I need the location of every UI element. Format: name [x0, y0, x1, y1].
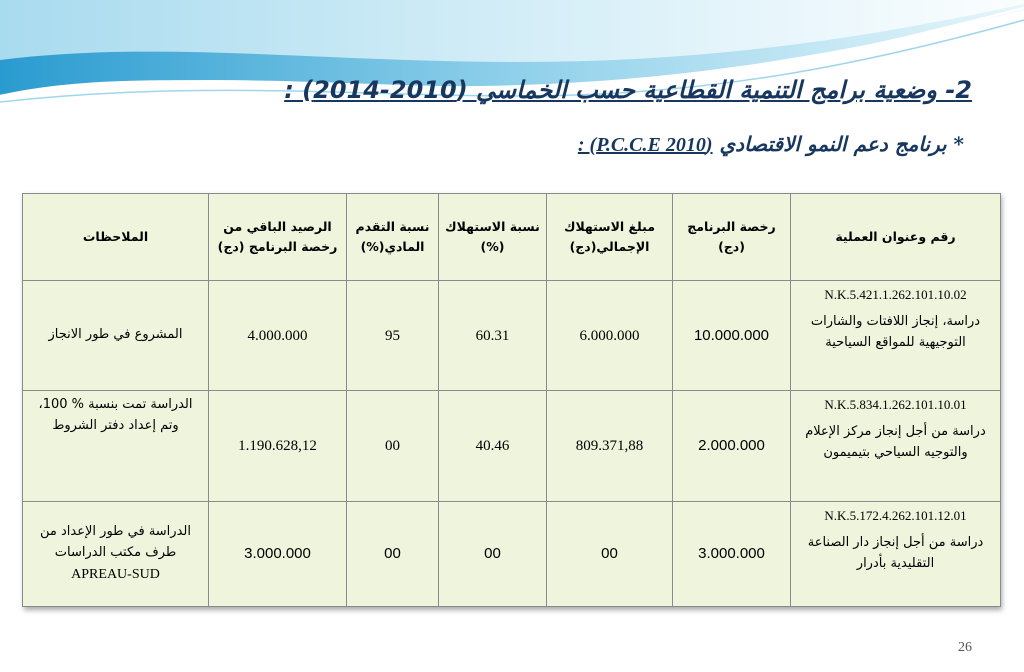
- header-consumption-rate-unit: (%): [480, 239, 505, 254]
- operation-code: N.K.5.172.4.262.101.12.01: [824, 508, 967, 523]
- operation-title: دراسة من أجل إنجاز مركز الإعلام والتوجيه السياحي بتيميمون: [805, 423, 986, 460]
- subtitle-arabic: * برنامج دعم النمو الاقتصادي: [719, 132, 964, 156]
- header-consumption-rate-label: نسبة الاستهلاك: [445, 219, 540, 234]
- cell-program-license: 3.000.000: [673, 502, 791, 607]
- cell-physical-progress: 00: [347, 502, 439, 607]
- subtitle-latin: (P.C.C.E 2010) :: [577, 134, 713, 156]
- notes-office-name: APREAU-SUD: [71, 566, 160, 582]
- cell-operation: [791, 281, 1001, 391]
- cell-notes: [23, 391, 209, 502]
- cell-physical-progress: 95: [347, 281, 439, 391]
- cell-remaining-balance: 3.000.000: [209, 502, 347, 607]
- header-total-consumption: مبلغ الاستهلاك الإجمالي(دج): [547, 194, 673, 281]
- cell-total-consumption: 6.000.000: [547, 281, 673, 391]
- table-header-row: [23, 194, 1001, 281]
- header-program-license: [673, 194, 791, 281]
- program-status-table: [22, 193, 1001, 607]
- operation-code: N.K.5.421.1.262.101.10.02: [824, 287, 967, 302]
- cell-total-consumption: 809.371,88: [547, 391, 673, 502]
- table-row: [23, 391, 1001, 502]
- cell-remaining-balance: 4.000.000: [209, 281, 347, 391]
- table-row: [23, 502, 1001, 607]
- notes-text: الدراسة تمت بنسبة % 100، وتم إعداد دفتر الشروط: [38, 397, 193, 433]
- program-table-container: [22, 193, 1000, 607]
- table-row: [23, 281, 1001, 391]
- page-number: 26: [958, 640, 972, 655]
- cell-consumption-rate: 00: [439, 502, 547, 607]
- cell-notes: [23, 281, 209, 391]
- cell-consumption-rate: 40.46: [439, 391, 547, 502]
- cell-consumption-rate: 60.31: [439, 281, 547, 391]
- header-physical-progress: نسبة التقدم المادي(%): [347, 194, 439, 281]
- notes-text: الدراسة في طور الإعداد من طرف مكتب الدراسات: [40, 524, 191, 560]
- cell-program-license: 2.000.000: [673, 391, 791, 502]
- cell-program-license: 10.000.000: [673, 281, 791, 391]
- cell-notes: [23, 502, 209, 607]
- header-notes: الملاحظات: [23, 194, 209, 281]
- operation-title: دراسة من أجل إنجاز دار الصناعة التقليدية بأدرار: [807, 534, 984, 571]
- cell-operation: [791, 391, 1001, 502]
- header-program-license-unit: (دج): [718, 239, 745, 254]
- cell-physical-progress: 00: [347, 391, 439, 502]
- header-remaining-balance: الرصيد الباقي من رخصة البرنامج (دج): [209, 194, 347, 281]
- cell-remaining-balance: 1.190.628,12: [209, 391, 347, 502]
- operation-title: دراسة، إنجاز اللافتات والشارات التوجيهية للمواقع السياحية: [810, 313, 981, 350]
- header-consumption-rate: [439, 194, 547, 281]
- operation-code: N.K.5.834.1.262.101.10.01: [824, 397, 967, 412]
- header-program-license-label: رخصة البرنامج: [687, 219, 776, 234]
- header-operation: رقم وعنوان العملية: [791, 194, 1001, 281]
- slide-subtitle: [578, 132, 964, 157]
- cell-total-consumption: 00: [547, 502, 673, 607]
- notes-text: المشروع في طور الانجاز: [48, 327, 183, 343]
- slide-title: 2- وضعية برامج التنمية القطاعية حسب الخماسي (2010-2014) :: [284, 76, 972, 104]
- cell-operation: [791, 502, 1001, 607]
